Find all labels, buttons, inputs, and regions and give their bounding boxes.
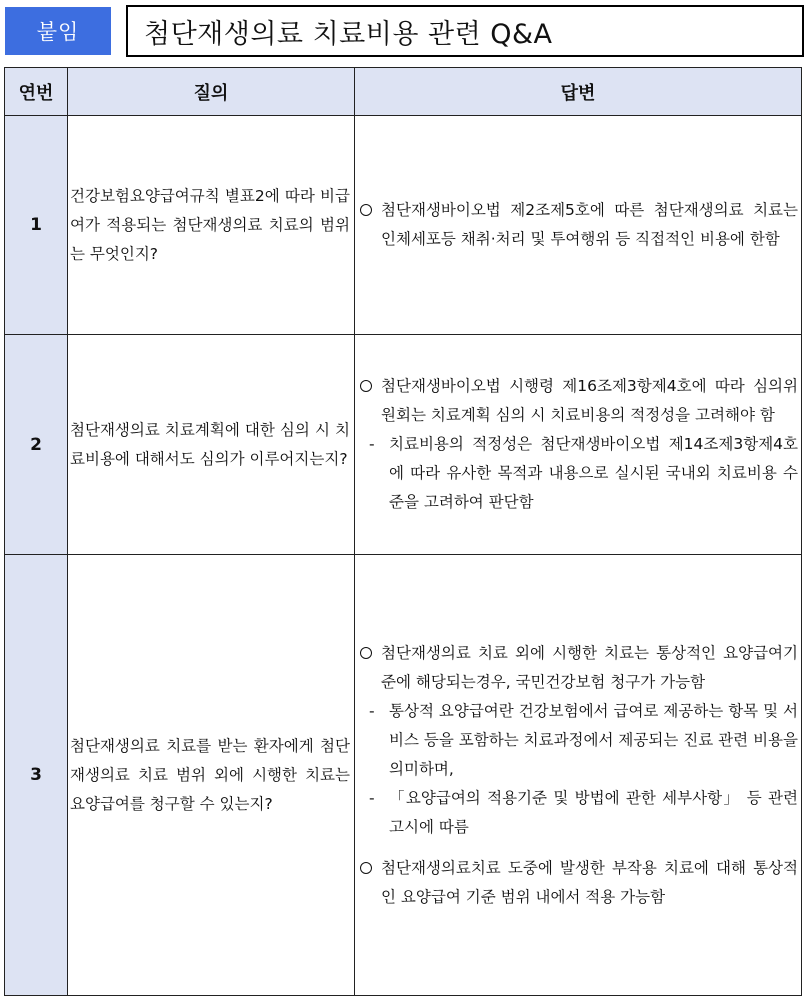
answer-text: 첨단재생의료치료 도중에 발생한 부작용 치료에 대해 통상적인 요양급여 기준 범위 내에서 적용 가능함 bbox=[381, 858, 798, 906]
row-number: 3 bbox=[5, 555, 68, 996]
question-cell: 첨단재생의료 치료를 받는 환자에게 첨단재생의료 치료 범위 외에 시행한 치료는 요양급여를 청구할 수 있는지? bbox=[68, 555, 355, 996]
row-number: 1 bbox=[5, 116, 68, 335]
answer-cell bbox=[355, 335, 802, 555]
page-title bbox=[126, 5, 804, 57]
circle-bullet-icon bbox=[360, 862, 372, 874]
answer-text: 첨단재생바이오법 시행령 제16조제3항제4호에 따라 심의위원회는 치료계획 심의 시 치료비용의 적정성을 고려해야 함 bbox=[381, 377, 798, 424]
circle-bullet-icon bbox=[360, 204, 372, 216]
page-title-text: 첨단재생의료 치료비용 관련 Q&A bbox=[144, 18, 553, 50]
attachment-badge: 붙임 bbox=[5, 7, 111, 55]
table-header-row bbox=[5, 68, 802, 116]
answer-sub-item bbox=[357, 697, 798, 784]
row-number: 2 bbox=[5, 335, 68, 555]
answer-sub-text: 치료비용의 적정성은 첨단재생바이오법 제14조제3항제4호에 따라 유사한 목적과 내용으로 실시된 국내외 치료비용 수준을 고려하여 판단함 bbox=[389, 435, 798, 511]
circle-bullet-icon bbox=[360, 647, 372, 659]
table-row bbox=[5, 335, 802, 555]
dash-bullet-icon: - bbox=[369, 435, 375, 453]
column-header-no: 연번 bbox=[5, 68, 68, 116]
answer-item bbox=[357, 372, 798, 430]
answer-sub-text: 통상적 요양급여란 건강보험에서 급여로 제공하는 항목 및 서비스 등을 포함하는 치료과정에서 제공되는 진료 관련 비용을 의미하며, bbox=[389, 701, 798, 778]
answer-sub-item bbox=[357, 784, 798, 842]
answer-cell bbox=[355, 116, 802, 335]
qa-table bbox=[4, 67, 802, 996]
spacer bbox=[357, 842, 798, 854]
circle-bullet-icon bbox=[360, 380, 372, 392]
answer-sub-item bbox=[357, 430, 798, 517]
answer-text: 첨단재생의료 치료 외에 시행한 치료는 통상적인 요양급여기준에 해당되는경우, 국민건강보험 청구가 가능함 bbox=[381, 643, 798, 691]
answer-item bbox=[357, 196, 798, 254]
question-cell: 건강보험요양급여규칙 별표2에 따라 비급여가 적용되는 첨단재생의료 치료의 범위는 무엇인지? bbox=[68, 116, 355, 335]
dash-bullet-icon: - bbox=[369, 788, 375, 807]
question-cell: 첨단재생의료 치료계획에 대한 심의 시 치료비용에 대해서도 심의가 이루어지는지? bbox=[68, 335, 355, 555]
table-row bbox=[5, 555, 802, 996]
column-header-answer: 답변 bbox=[355, 68, 802, 116]
answer-sub-text: 「요양급여의 적용기준 및 방법에 관한 세부사항」 등 관련 고시에 따름 bbox=[389, 788, 798, 836]
answer-item bbox=[357, 639, 798, 697]
answer-text: 첨단재생바이오법 제2조제5호에 따른 첨단재생의료 치료는 인체세포등 채취·처리 및 투여행위 등 직접적인 비용에 한함 bbox=[381, 201, 798, 248]
answer-item bbox=[357, 854, 798, 912]
column-header-question: 질의 bbox=[68, 68, 355, 116]
answer-cell bbox=[355, 555, 802, 996]
dash-bullet-icon: - bbox=[369, 701, 375, 720]
table-row bbox=[5, 116, 802, 335]
